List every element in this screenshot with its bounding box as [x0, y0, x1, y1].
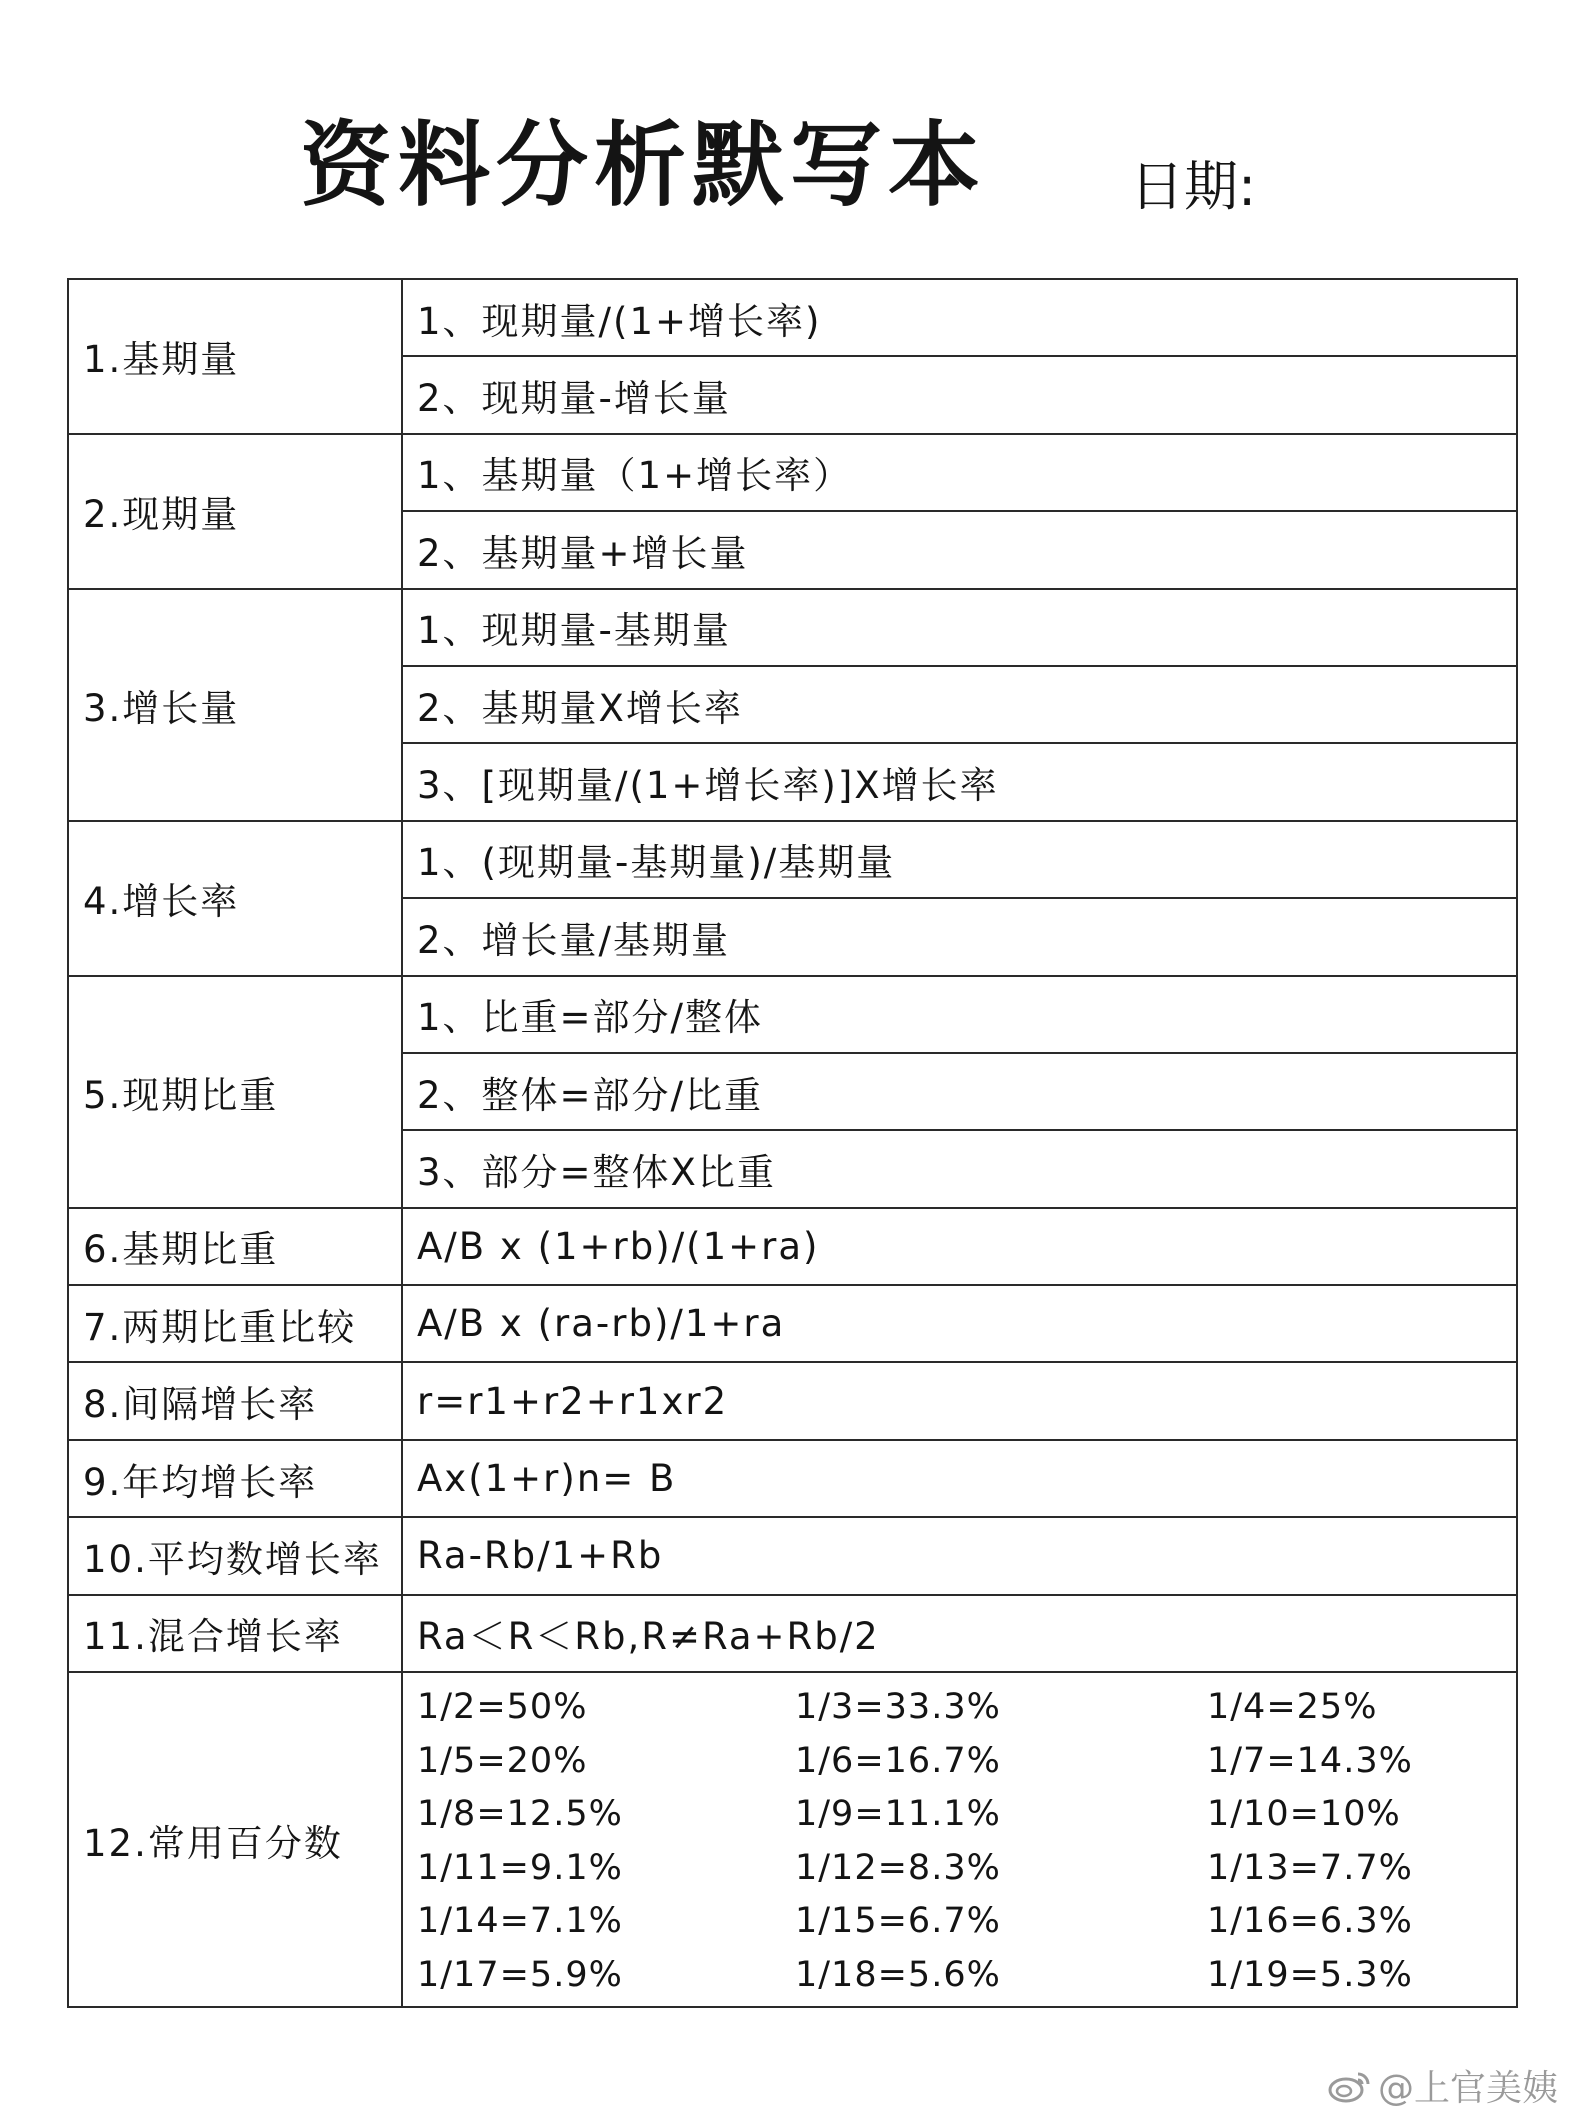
concept-label: 5.现期比重 — [68, 976, 402, 1208]
percent-value: 1/15=6.7% — [795, 1901, 1001, 1942]
percent-value: 1/19=5.3% — [1207, 1954, 1413, 1995]
table-row — [68, 1208, 1517, 1285]
formula-cell: 1、比重=部分/整体 — [402, 976, 1517, 1053]
percent-value: 1/10=10% — [1207, 1794, 1401, 1835]
concept-label: 1.基期量 — [68, 279, 402, 434]
table-row — [68, 589, 1517, 666]
percent-value: 1/11=9.1% — [417, 1847, 623, 1888]
concept-label: 4.增长率 — [68, 821, 402, 976]
formula-cell: A/B x (1+rb)/(1+ra) — [402, 1208, 1517, 1285]
formula-cell: 2、基期量+增长量 — [402, 511, 1517, 588]
percent-value: 1/3=33.3% — [795, 1687, 1001, 1728]
formula-cell: 1、(现期量-基期量)/基期量 — [402, 821, 1517, 898]
table-row — [68, 1285, 1517, 1362]
table-row — [68, 1362, 1517, 1439]
percent-value: 1/13=7.7% — [1207, 1847, 1413, 1888]
percent-grid-cell — [402, 1672, 1517, 2007]
table-row — [68, 434, 1517, 511]
table-row — [68, 821, 1517, 898]
percent-value: 1/14=7.1% — [417, 1901, 623, 1942]
formula-cell: 1、现期量/(1+增长率) — [402, 279, 1517, 356]
weibo-icon — [1328, 2068, 1372, 2104]
percent-value: 1/5=20% — [417, 1740, 588, 1781]
percent-value: 1/2=50% — [417, 1687, 588, 1728]
table-row — [68, 1440, 1517, 1517]
formula-cell: 1、现期量-基期量 — [402, 589, 1517, 666]
formula-cell: 2、现期量-增长量 — [402, 356, 1517, 433]
percent-value: 1/6=16.7% — [795, 1740, 1001, 1781]
percent-value: 1/18=5.6% — [795, 1954, 1001, 1995]
table-row — [68, 976, 1517, 1053]
percent-value: 1/16=6.3% — [1207, 1901, 1413, 1942]
formula-cell: 3、部分=整体X比重 — [402, 1130, 1517, 1207]
percent-value: 1/12=8.3% — [795, 1847, 1001, 1888]
watermark-text: @上官美姨 — [1378, 2068, 1559, 2109]
formula-cell: r=r1+r2+r1xr2 — [402, 1362, 1517, 1439]
formula-cell: 2、整体=部分/比重 — [402, 1053, 1517, 1130]
table-row — [68, 1672, 1517, 2007]
concept-label: 2.现期量 — [68, 434, 402, 589]
percent-value: 1/8=12.5% — [417, 1794, 623, 1835]
concept-label: 3.增长量 — [68, 589, 402, 821]
date-label: 日期: — [1130, 155, 1257, 218]
percent-value: 1/9=11.1% — [795, 1794, 1001, 1835]
formula-cell: Ra＜R＜Rb,R≠Ra+Rb/2 — [402, 1595, 1517, 1672]
concept-label: 10.平均数增长率 — [68, 1517, 402, 1594]
formula-cell: Ax(1+r)n= B — [402, 1440, 1517, 1517]
percent-value: 1/7=14.3% — [1207, 1740, 1413, 1781]
formula-cell: 2、增长量/基期量 — [402, 898, 1517, 975]
page-title: 资料分析默写本 — [300, 112, 987, 219]
formula-cell: Ra-Rb/1+Rb — [402, 1517, 1517, 1594]
concept-label: 8.间隔增长率 — [68, 1362, 402, 1439]
formula-table — [67, 278, 1518, 2008]
formula-cell: 3、[现期量/(1+增长率)]X增长率 — [402, 743, 1517, 820]
watermark — [1328, 2060, 1558, 2111]
formula-cell: A/B x (ra-rb)/1+ra — [402, 1285, 1517, 1362]
table-row — [68, 1595, 1517, 1672]
table-row — [68, 279, 1517, 356]
concept-label: 11.混合增长率 — [68, 1595, 402, 1672]
table-row — [68, 1517, 1517, 1594]
concept-label: 9.年均增长率 — [68, 1440, 402, 1517]
percent-grid — [403, 1673, 1516, 2006]
formula-cell: 2、基期量X增长率 — [402, 666, 1517, 743]
concept-label: 12.常用百分数 — [68, 1672, 402, 2007]
percent-value: 1/17=5.9% — [417, 1954, 623, 1995]
formula-cell: 1、基期量（1+增长率） — [402, 434, 1517, 511]
concept-label: 6.基期比重 — [68, 1208, 402, 1285]
percent-value: 1/4=25% — [1207, 1687, 1378, 1728]
concept-label: 7.两期比重比较 — [68, 1285, 402, 1362]
